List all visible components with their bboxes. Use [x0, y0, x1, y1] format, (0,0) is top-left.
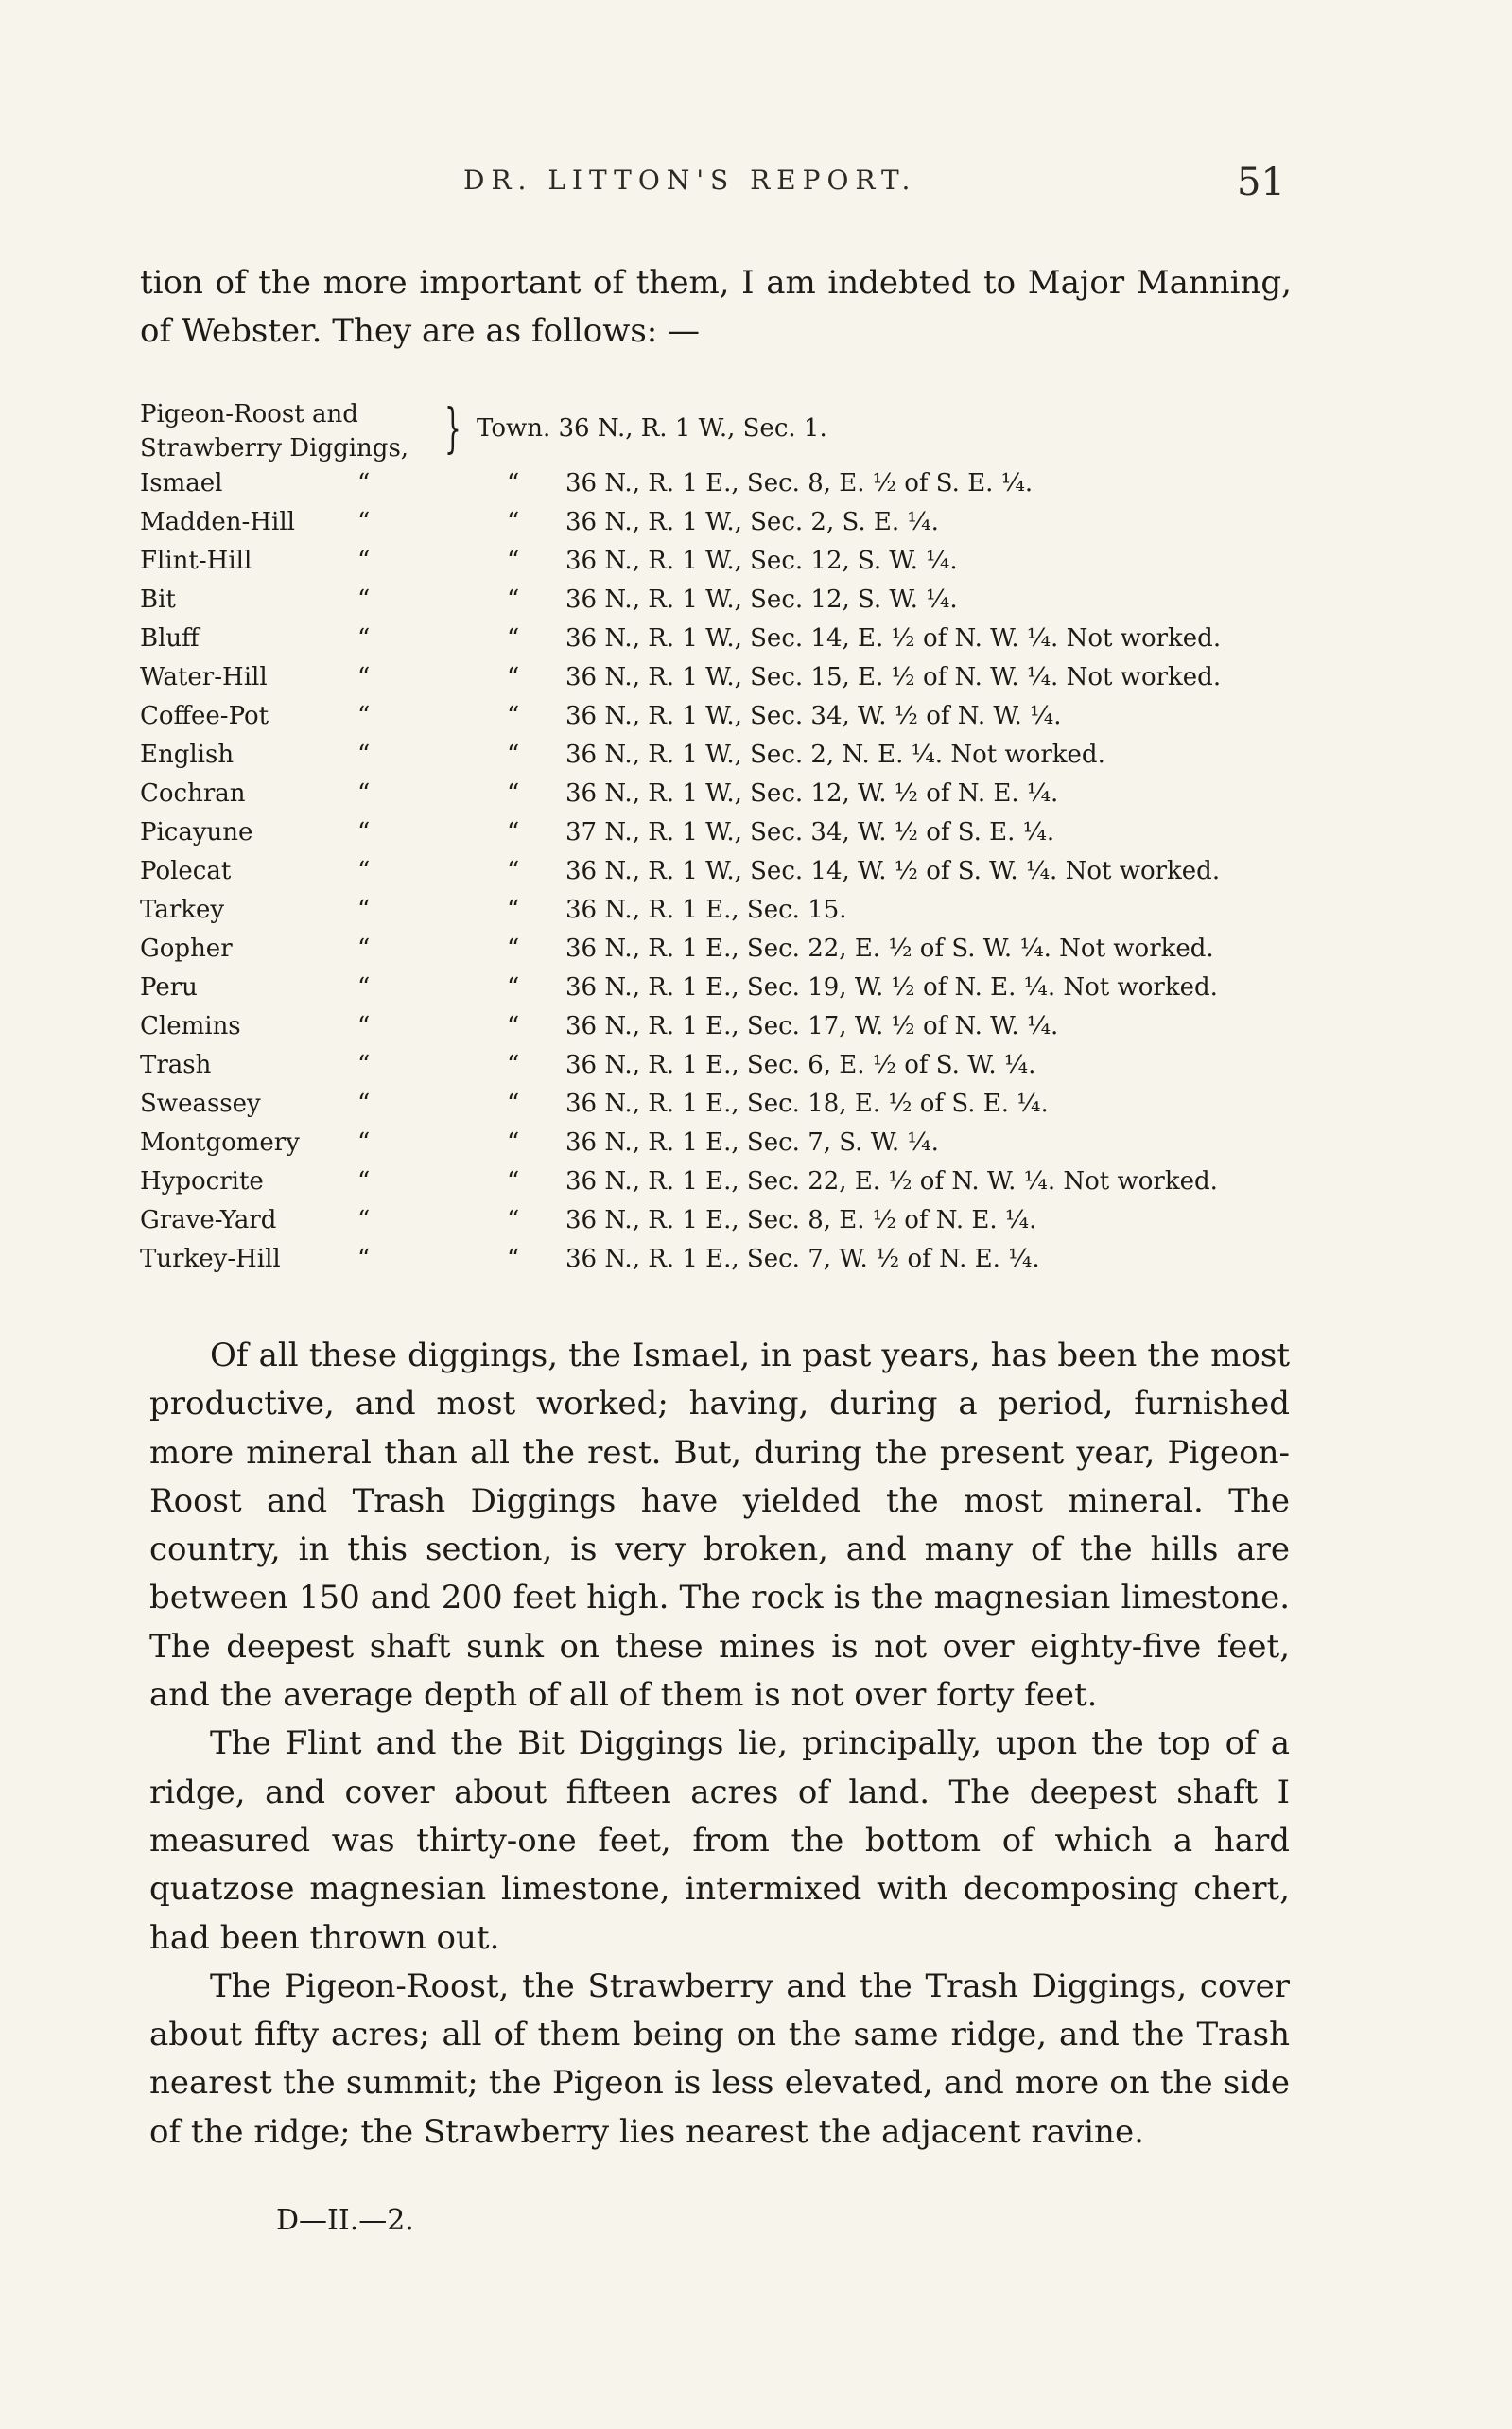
table-row — [140, 547, 1322, 585]
ditto-mark: “ — [507, 896, 520, 924]
table-row — [140, 663, 1322, 702]
table-row — [140, 585, 1322, 624]
ditto-mark: “ — [507, 818, 520, 847]
table-row — [140, 1206, 1322, 1245]
digging-name: Flint-Hill — [140, 547, 252, 575]
digging-name: Tarkey — [140, 896, 225, 924]
ditto-mark: “ — [507, 585, 520, 614]
ditto-mark: “ — [357, 1245, 371, 1273]
first-row-name-line2: Strawberry Diggings, — [140, 434, 409, 463]
digging-name: Madden-Hill — [140, 508, 295, 536]
signature-mark: D—II.—2. — [276, 2204, 414, 2237]
location-text: 36 N., R. 1 W., Sec. 15, E. ½ of N. W. ¼. Not worked. — [565, 663, 1222, 691]
location-text: 36 N., R. 1 E., Sec. 8, E. ½ of N. E. ¼. — [565, 1206, 1037, 1234]
digging-name: Hypocrite — [140, 1167, 264, 1196]
ditto-mark: “ — [357, 508, 371, 536]
table-row-first — [140, 397, 1322, 469]
digging-name: Trash — [140, 1051, 212, 1079]
ditto-mark: “ — [507, 857, 520, 885]
ditto-mark: “ — [357, 973, 371, 1002]
ditto-mark: “ — [357, 896, 371, 924]
location-text: 36 N., R. 1 E., Sec. 22, E. ½ of S. W. ¼. Not worked. — [565, 935, 1214, 963]
ditto-mark: “ — [357, 779, 371, 808]
ditto-mark: “ — [507, 973, 520, 1002]
ditto-mark: “ — [357, 1128, 371, 1157]
ditto-mark: “ — [507, 1051, 520, 1079]
diggings-table — [140, 397, 1322, 1284]
location-text: 36 N., R. 1 W., Sec. 12, S. W. ¼. — [565, 585, 958, 614]
ditto-mark: “ — [357, 1206, 371, 1234]
location-text: 36 N., R. 1 E., Sec. 8, E. ½ of S. E. ¼. — [565, 469, 1034, 498]
running-title: DR. LITTON'S REPORT. — [463, 165, 917, 196]
ditto-mark: “ — [357, 702, 371, 730]
ditto-mark: “ — [507, 935, 520, 963]
ditto-mark: “ — [357, 935, 371, 963]
location-text: 36 N., R. 1 W., Sec. 14, W. ½ of S. W. ¼. Not worked. — [565, 857, 1221, 885]
table-row — [140, 896, 1322, 935]
table-rows — [140, 469, 1322, 1284]
digging-name: Polecat — [140, 857, 232, 885]
digging-name: Water-Hill — [140, 663, 268, 691]
ditto-mark: “ — [357, 624, 371, 653]
location-text: 36 N., R. 1 W., Sec. 12, W. ½ of N. E. ¼. — [565, 779, 1059, 808]
location-text: 36 N., R. 1 W., Sec. 34, W. ½ of N. W. ¼. — [565, 702, 1062, 730]
ditto-mark: “ — [357, 469, 371, 498]
location-text: 36 N., R. 1 E., Sec. 17, W. ½ of N. W. ¼. — [565, 1012, 1059, 1040]
ditto-mark: “ — [357, 1051, 371, 1079]
first-row-name — [140, 397, 408, 465]
ditto-mark: “ — [507, 741, 520, 769]
ditto-mark: “ — [507, 1128, 520, 1157]
digging-name: Bluff — [140, 624, 200, 653]
ditto-mark: “ — [507, 1090, 520, 1118]
ditto-mark: “ — [507, 508, 520, 536]
table-row — [140, 1090, 1322, 1128]
ditto-mark: “ — [507, 702, 520, 730]
location-text: 36 N., R. 1 E., Sec. 7, W. ½ of N. E. ¼. — [565, 1245, 1040, 1273]
brace-mark: } — [444, 398, 461, 460]
ditto-mark: “ — [357, 1167, 371, 1196]
table-row — [140, 818, 1322, 857]
ditto-mark: “ — [357, 1012, 371, 1040]
paragraph-3: The Pigeon-Roost, the Strawberry and the Trash Diggings, cover about fifty acres; all of them being on the same ridge, and the Trash nearest the summit; the Pigeon is less elevated, and more on the side of the ridge; the Strawberry lies nearest the adjacent ravine. — [149, 1966, 1290, 2151]
digging-name: Coffee-Pot — [140, 702, 269, 730]
paragraph-2: The Flint and the Bit Diggings lie, principally, upon the top of a ridge, and cover about fifteen acres of land. The deepest shaft I measured was thirty-one feet, from the bottom of which a hard quatzose magnesian limestone, intermixed with decomposing chert, had been thrown out. — [149, 1724, 1290, 1957]
ditto-mark: “ — [507, 469, 520, 498]
table-row — [140, 469, 1322, 508]
digging-name: Ismael — [140, 469, 223, 498]
page-number: 51 — [1237, 161, 1285, 204]
table-row — [140, 1128, 1322, 1167]
table-row — [140, 935, 1322, 973]
location-text: 36 N., R. 1 W., Sec. 2, S. E. ¼. — [565, 508, 939, 536]
table-row — [140, 508, 1322, 547]
ditto-mark: “ — [357, 663, 371, 691]
location-text: 36 N., R. 1 E., Sec. 15. — [565, 896, 847, 924]
ditto-mark: “ — [357, 741, 371, 769]
ditto-mark: “ — [507, 1206, 520, 1234]
digging-name: Bit — [140, 585, 176, 614]
location-text: 36 N., R. 1 W., Sec. 2, N. E. ¼. Not worked. — [565, 741, 1105, 769]
table-row — [140, 741, 1322, 779]
digging-name: Montgomery — [140, 1128, 300, 1157]
digging-name: Turkey-Hill — [140, 1245, 281, 1273]
table-row — [140, 702, 1322, 741]
digging-name: English — [140, 741, 235, 769]
table-row — [140, 779, 1322, 818]
ditto-mark: “ — [507, 663, 520, 691]
ditto-mark: “ — [357, 857, 371, 885]
first-row-name-line1: Pigeon-Roost and — [140, 400, 358, 428]
digging-name: Sweassey — [140, 1090, 261, 1118]
digging-name: Gopher — [140, 935, 233, 963]
digging-name: Picayune — [140, 818, 253, 847]
location-text: 36 N., R. 1 E., Sec. 6, E. ½ of S. W. ¼. — [565, 1051, 1036, 1079]
digging-name: Clemins — [140, 1012, 241, 1040]
table-row — [140, 1051, 1322, 1090]
paragraph-1: Of all these diggings, the Ismael, in past years, has been the most productive, and most worked; having, during a period, furnished more mineral than all the rest. But, during the present year, Pigeon-Roost and Trash Diggings have yielded the most mineral. The country, in this section, is very broken, and many of the hills are between 150 and 200 feet high. The rock is the magnesian limestone. The deepest shaft sunk on these mines is not over eighty-five feet, and the average depth of all of them is not over forty feet. — [149, 1337, 1290, 1715]
first-row-location: Town. 36 N., R. 1 W., Sec. 1. — [477, 414, 827, 443]
intro-paragraph: tion of the more important of them, I am indebted to Major Manning, of Webster. They are as follows: — — [140, 264, 1292, 350]
location-text: 36 N., R. 1 W., Sec. 12, S. W. ¼. — [565, 547, 958, 575]
ditto-mark: “ — [507, 624, 520, 653]
ditto-mark: “ — [507, 779, 520, 808]
table-row — [140, 1012, 1322, 1051]
ditto-mark: “ — [507, 1167, 520, 1196]
location-text: 37 N., R. 1 W., Sec. 34, W. ½ of S. E. ¼. — [565, 818, 1055, 847]
digging-name: Cochran — [140, 779, 246, 808]
ditto-mark: “ — [357, 585, 371, 614]
ditto-mark: “ — [357, 818, 371, 847]
location-text: 36 N., R. 1 W., Sec. 14, E. ½ of N. W. ¼. Not worked. — [565, 624, 1222, 653]
table-row — [140, 973, 1322, 1012]
location-text: 36 N., R. 1 E., Sec. 18, E. ½ of S. E. ¼. — [565, 1090, 1049, 1118]
ditto-mark: “ — [357, 547, 371, 575]
location-text: 36 N., R. 1 E., Sec. 19, W. ½ of N. E. ¼. Not worked. — [565, 973, 1218, 1002]
digging-name: Peru — [140, 973, 198, 1002]
ditto-mark: “ — [507, 1012, 520, 1040]
ditto-mark: “ — [357, 1090, 371, 1118]
ditto-mark: “ — [507, 547, 520, 575]
table-row — [140, 1245, 1322, 1284]
table-row — [140, 1167, 1322, 1206]
table-row — [140, 624, 1322, 663]
table-row — [140, 857, 1322, 896]
location-text: 36 N., R. 1 E., Sec. 7, S. W. ¼. — [565, 1128, 939, 1157]
digging-name: Grave-Yard — [140, 1206, 277, 1234]
ditto-mark: “ — [507, 1245, 520, 1273]
location-text: 36 N., R. 1 E., Sec. 22, E. ½ of N. W. ¼. Not worked. — [565, 1167, 1218, 1196]
body-text — [149, 1332, 1290, 2157]
